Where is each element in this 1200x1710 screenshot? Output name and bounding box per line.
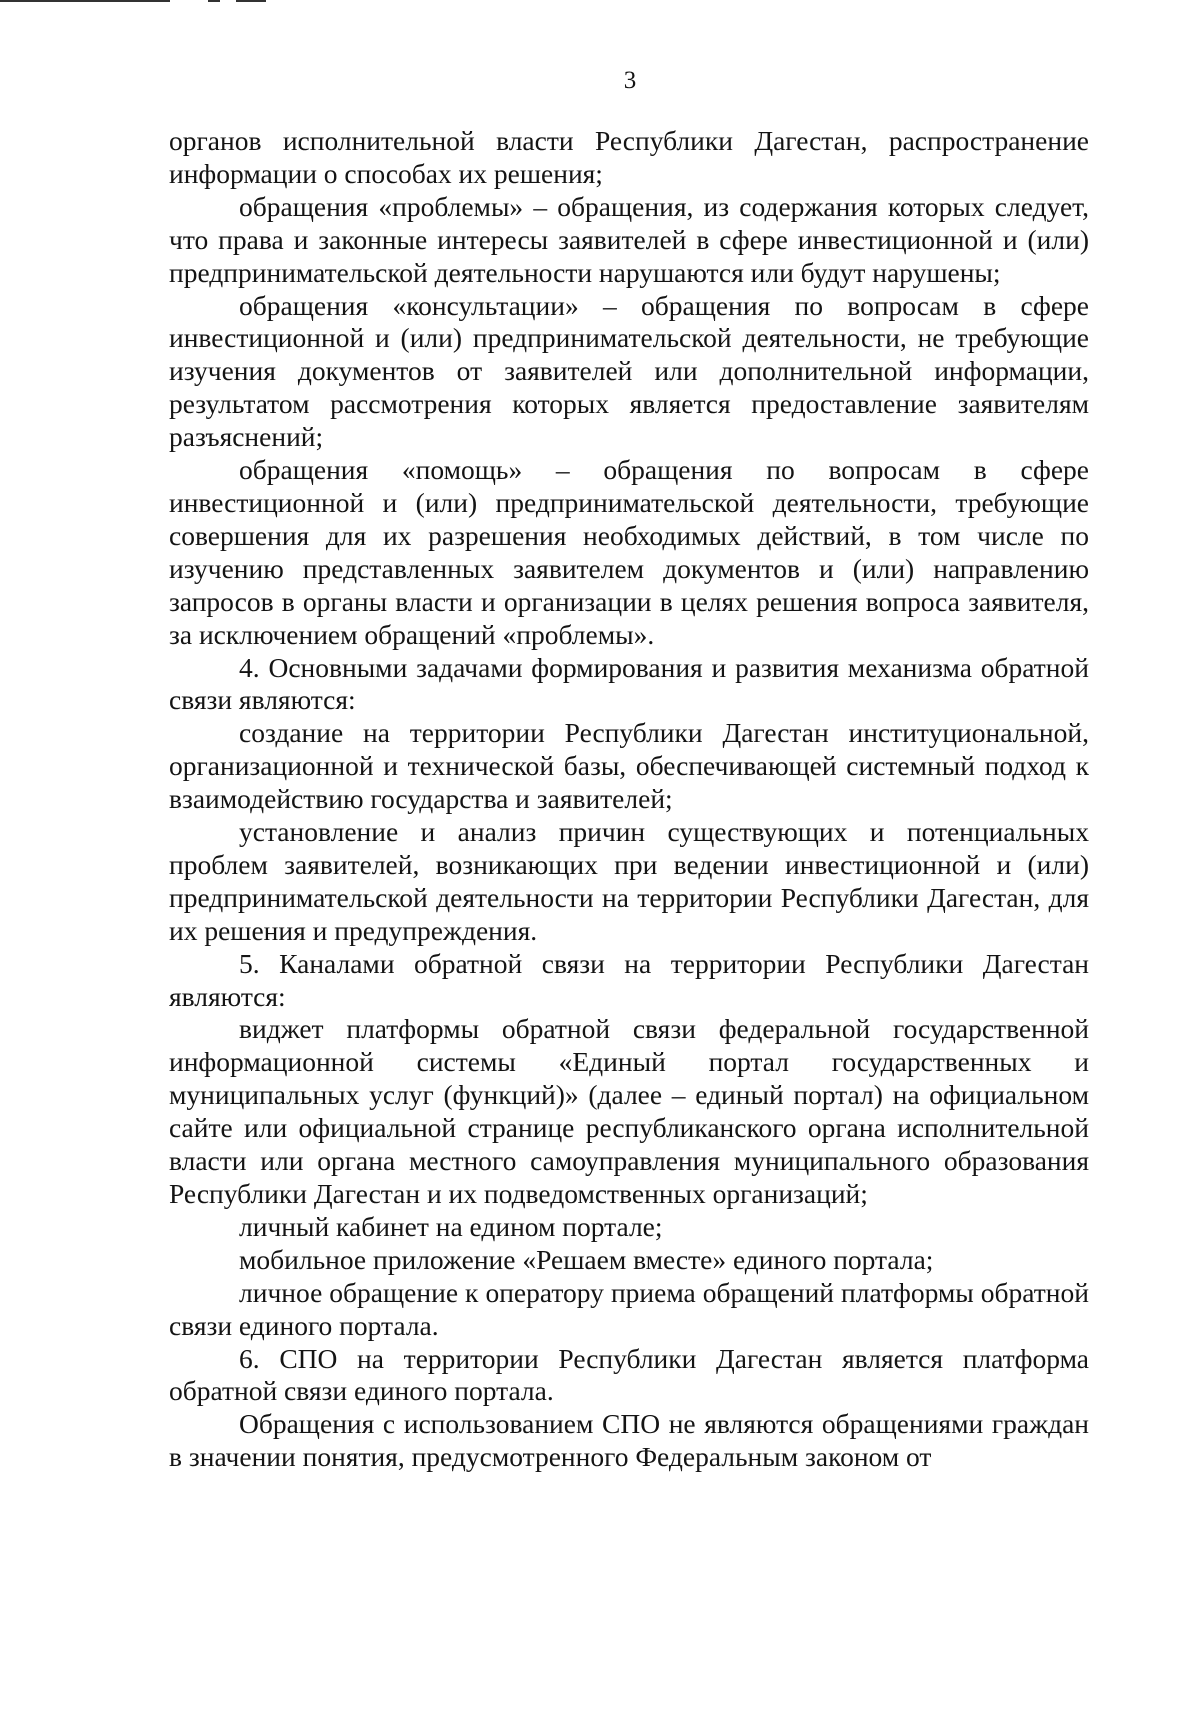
paragraph: личный кабинет на едином портале; <box>239 1210 663 1242</box>
scan-edge-mark <box>208 0 220 2</box>
paragraph: 4. Основными задачами формирования и развития механизма обратной связи являются: <box>169 651 1089 716</box>
paragraph: обращения «консультации» – обращения по вопросам в сфере инвестиционной и (или) предпринимательской деятельности, не требующие изучения документов от заявителей или дополнительной информации, результатом рассмотрения которых является предоставление заявителям разъяснений; <box>169 289 1089 453</box>
paragraph: виджет платформы обратной связи федеральной государственной информационной системы «Единый портал государственных и муниципальных услуг (функций)» (далее – единый портал) на официальном сайте или официальной странице республиканского органа исполнительной власти или органа местного самоуправления муниципального образования Республики Дагестан и их подведомственных организаций; <box>169 1013 1089 1209</box>
paragraph: обращения «проблемы» – обращения, из содержания которых следует, что права и законные интересы заявителей в сфере инвестиционной и (или) предпринимательской деятельности нарушаются или будут нарушены; <box>169 190 1089 288</box>
paragraph: 5. Каналами обратной связи на территории Республики Дагестан являются: <box>169 947 1089 1012</box>
scan-edge-mark <box>0 0 170 2</box>
paragraph: 6. СПО на территории Республики Дагестан является платформа обратной связи единого портала. <box>169 1342 1089 1407</box>
paragraph: создание на территории Республики Дагестан институциональной, организационной и технической базы, обеспечивающей системный подход к взаимодействию государства и заявителей; <box>169 717 1089 815</box>
scan-edge-mark <box>236 0 266 2</box>
paragraph: обращения «помощь» – обращения по вопросам в сфере инвестиционной и (или) предпринимательской деятельности, требующие совершения для их разрешения необходимых действий, в том числе по изучению представленных заявителем документов и (или) направлению запросов в органы власти и организации в целях решения вопроса заявителя, за исключением обращений «проблемы». <box>169 454 1089 650</box>
paragraph: органов исполнительной власти Республики Дагестан, распространение информации о способах их решения; <box>169 125 1089 189</box>
paragraph: установление и анализ причин существующих и потенциальных проблем заявителей, возникающих при ведении инвестиционной и (или) предпринимательской деятельности на территории Республики Дагестан, для их решения и предупреждения. <box>169 816 1089 946</box>
document-body <box>169 125 1089 1474</box>
paragraph: мобильное приложение «Решаем вместе» единого портала; <box>239 1243 934 1275</box>
paragraph: Обращения с использованием СПО не являются обращениями граждан в значении понятия, предусмотренного Федеральным законом от <box>169 1408 1089 1473</box>
page-number: 3 <box>623 67 637 94</box>
paragraph: личное обращение к оператору приема обращений платформы обратной связи единого портала. <box>169 1276 1089 1341</box>
